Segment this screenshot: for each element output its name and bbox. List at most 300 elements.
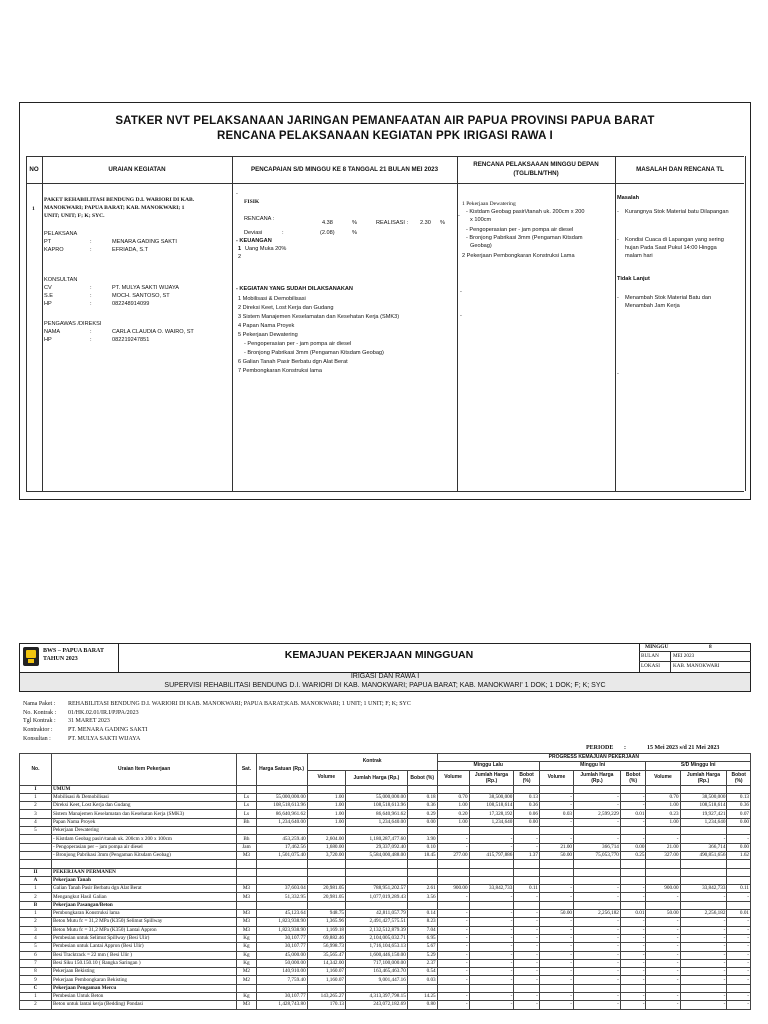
cell-ij: - — [574, 926, 621, 934]
cell-lj: 17,328,192 — [469, 810, 514, 818]
cell-sv — [646, 827, 680, 835]
cell-kj: 2,104,005,032.71 — [346, 934, 408, 942]
grid-line — [745, 156, 746, 491]
cell-lj — [469, 860, 514, 868]
col-lalu-bobot: Bobot (%) — [514, 770, 540, 785]
table-row — [20, 943, 751, 951]
cell-sat: M3 — [237, 885, 256, 893]
cell-kb: 14.25 — [407, 993, 437, 1001]
plan-title-line2: RENCANA PELAKSANAAN KEGIATAN PPK IRIGASI RAWA I — [217, 130, 553, 142]
cell-lb: - — [514, 1001, 540, 1009]
cell-sb: - — [727, 951, 751, 959]
col-sat: Sat. — [237, 754, 256, 786]
kegiatan-title: - KEGIATAN YANG SUDAH DILAKSANAKAN — [236, 286, 353, 292]
cell-uraian: Beton Mutu fc = 31,2 MPa (K350) Lantai Appron — [51, 926, 236, 934]
col-uraian: Uraian Item Pekerjaan — [51, 754, 236, 786]
cv-label: CV — [44, 285, 52, 291]
cell-kj: 42,811,057.79 — [346, 910, 408, 918]
rencana-value: 4.38 — [322, 220, 333, 226]
cell-kj — [346, 984, 408, 992]
paket-line3: UNIT; UNIT; F; K; SYC. — [44, 213, 105, 219]
cell-kj: 55,000,000.00 — [346, 793, 408, 801]
cell-uraian: Mengangkut Hasil Galian — [51, 893, 236, 901]
cell-sv: - — [646, 993, 680, 1001]
cell-lv: - — [437, 926, 469, 934]
cell-sj — [680, 785, 727, 793]
kegiatan-item: 4 Papan Nama Proyek — [238, 323, 295, 329]
table-row — [20, 934, 751, 942]
cell-no: 2 — [20, 802, 52, 810]
deviasi-value: (2.08) — [320, 230, 335, 236]
cell-kj: 4,313,397,798.15 — [346, 993, 408, 1001]
cell-hs — [256, 901, 307, 909]
subtitle-2: SUPERVISI REHABILITASI BENDUNG D.I. WARIORI DI KAB. MANOKWARI; PAPUA BARAT; KAB. MANOKWARI' 1 DOK; 1 DOK; F; K; SYC — [164, 682, 606, 689]
cell-lj: - — [469, 843, 514, 851]
cell-ij: - — [574, 968, 621, 976]
cell-iv: - — [539, 802, 573, 810]
cell-ij: - — [574, 835, 621, 843]
cell-lb: - — [514, 951, 540, 959]
pt-value: MENARA GADING SAKTI — [112, 239, 177, 245]
cell-uraian: Pekerjaan Bekisting — [51, 968, 236, 976]
masalah-item1: Kurangnya Stok Material batu Dilapangan — [625, 209, 729, 215]
cell-lj — [469, 827, 514, 835]
cell-kv: 20,981.05 — [307, 893, 345, 901]
cell-lv: 0.20 — [437, 810, 469, 818]
cell-kj: 86,640,961.62 — [346, 810, 408, 818]
masalah-item2-l1: Kondisi Cuaca di Lapangan yang sering — [625, 237, 724, 243]
cell-sj: 490,851,656 — [680, 851, 727, 859]
cell-kj: 1,600,446,150.00 — [346, 951, 408, 959]
cell-ij: 75,053,770 — [574, 851, 621, 859]
cell-sat — [237, 785, 256, 793]
col-lalu-jumlah: Jumlah Harga (Rp.) — [469, 770, 514, 785]
cell-iv — [539, 876, 573, 884]
cell-iv: - — [539, 968, 573, 976]
minggu-value: 8 — [709, 644, 712, 650]
nama-sep: : — [90, 329, 92, 335]
cell-kb — [407, 785, 437, 793]
cell-lv: - — [437, 976, 469, 984]
cell-ij: - — [574, 959, 621, 967]
cell-sat — [237, 901, 256, 909]
cell-sj — [680, 827, 727, 835]
cell-iv: - — [539, 926, 573, 934]
cell-kv: 1,680.00 — [307, 843, 345, 851]
cell-sb: 0.13 — [727, 793, 751, 801]
rencana-item1a-l2: x 100cm — [470, 217, 492, 223]
header-uraian: URAIAN KEGIATAN — [108, 166, 166, 173]
cell-uraian: Pekerjaan Pembongkaran Bekisting — [51, 976, 236, 984]
cell-uraian: Beton untuk lantai kerja (Bedding) Pondasi — [51, 1001, 236, 1009]
cell-sb: - — [727, 926, 751, 934]
keuangan-item1: Uang Muka 20% — [245, 246, 287, 252]
cell-lj: - — [469, 951, 514, 959]
cell-sv: - — [646, 918, 680, 926]
cell-sb: 0.01 — [727, 910, 751, 918]
cell-kb — [407, 860, 437, 868]
table-row — [20, 918, 751, 926]
cell-ij — [574, 901, 621, 909]
cell-no: 2 — [20, 918, 52, 926]
cell-lj: - — [469, 835, 514, 843]
kontrak-label: No. Kontrak : — [23, 710, 57, 716]
table-row — [20, 1001, 751, 1009]
cell-hs: 1,501,075.40 — [256, 851, 307, 859]
tl-item1-l2: Menambah Jam Kerja — [625, 303, 680, 309]
cell-sj: - — [680, 959, 727, 967]
cell-lv: - — [437, 934, 469, 942]
cell-lb: - — [514, 959, 540, 967]
cell-lv: - — [437, 835, 469, 843]
cell-lb — [514, 901, 540, 909]
cell-sb — [727, 868, 751, 876]
cell-no: 3 — [20, 926, 52, 934]
cell-kv: 948.75 — [307, 910, 345, 918]
cell-uraian: Besi Tracktrack = 22 mm ( Besi Ulir ) — [51, 951, 236, 959]
cell-no: 7 — [20, 959, 52, 967]
cell-sat: Ls — [237, 793, 256, 801]
header-pencapaian: PENCAPAIAN S/D MINGGU KE 8 TANGGAL 21 BULAN MEI 2023 — [250, 166, 439, 173]
cell-hs: 7,759.40 — [256, 976, 307, 984]
cell-hs: 17,462.56 — [256, 843, 307, 851]
cell-uraian: Mobilisasi & Demobilisasi — [51, 793, 236, 801]
cell-sb: 0.00 — [727, 843, 751, 851]
cell-uraian: UMUM — [51, 785, 236, 793]
pencapaian-dash: - — [236, 191, 238, 197]
cell-uraian: Pembesian untuk Selimut Spillway (Besi Ulir) — [51, 934, 236, 942]
col-kontrak: Kontrak — [307, 754, 437, 771]
kontrak-value: 01/HK.02.01/IR.I/PJPA/2023 — [68, 710, 139, 716]
cell-kj: 1,180,287,477.60 — [346, 835, 408, 843]
cell-kb — [407, 827, 437, 835]
cell-sj: 19,927,421 — [680, 810, 727, 818]
cell-ib: - — [620, 993, 646, 1001]
cell-kj: 1,716,104,653.13 — [346, 943, 408, 951]
cell-ib: - — [620, 943, 646, 951]
table-row — [20, 843, 751, 851]
kegiatan-item: 3 Sistem Manajemen Keselamatan dan Kesehatan Kerja (SMK3) — [238, 314, 400, 320]
cell-iv: 50.00 — [539, 851, 573, 859]
cell-no: 1 — [20, 910, 52, 918]
cell-sb — [727, 876, 751, 884]
col-kontrak-jumlah: Jumlah Harga (Rp.) — [346, 770, 408, 785]
cell-ib: - — [620, 885, 646, 893]
cell-lb — [514, 876, 540, 884]
cell-kb: 0.14 — [407, 910, 437, 918]
cell-sv — [646, 984, 680, 992]
keuangan-item1-no: 1 — [238, 246, 242, 252]
cell-no: 9 — [20, 976, 52, 984]
cell-sj: 33,842,733 — [680, 885, 727, 893]
cell-lj — [469, 868, 514, 876]
cell-ij: - — [574, 893, 621, 901]
cell-ij: - — [574, 818, 621, 826]
cell-kv — [307, 984, 345, 992]
cell-iv: - — [539, 976, 573, 984]
cell-kv: 69,882.46 — [307, 934, 345, 942]
cell-sb: 0.11 — [727, 885, 751, 893]
cell-kv: 2,604.00 — [307, 835, 345, 843]
deviasi-label: Deviasi — [244, 230, 263, 236]
cell-lv — [437, 827, 469, 835]
cell-kj: 788,951,202.57 — [346, 885, 408, 893]
cell-ij: - — [574, 793, 621, 801]
col-sd-minggu-ini: S/D Minggu Ini — [646, 762, 751, 770]
table-row — [20, 976, 751, 984]
cell-lv: 277.00 — [437, 851, 469, 859]
cell-lv: - — [437, 968, 469, 976]
cell-sv — [646, 860, 680, 868]
konsultan-label: KONSULTAN — [44, 277, 78, 283]
cell-sv — [646, 868, 680, 876]
cell-uraian: Besi Siku 150.150.10 ( Rangka Saringan ) — [51, 959, 236, 967]
periode-label: PERIODE — [586, 745, 614, 751]
cell-kb: 8.23 — [407, 918, 437, 926]
pelaksana-label: PELAKSANA — [44, 231, 78, 237]
cell-no: 2 — [20, 893, 52, 901]
cell-sv: 900.00 — [646, 885, 680, 893]
cell-ib — [620, 827, 646, 835]
col-sd-jumlah: Jumlah Harga (Rp.) — [680, 770, 727, 785]
cell-ij: 366,714 — [574, 843, 621, 851]
table-row — [20, 893, 751, 901]
rencana-dash-a: - — [458, 213, 460, 219]
cell-uraian: Direksi Keet, Lost Kerja dan Gudang — [51, 802, 236, 810]
keuangan-item2-no: 2 — [238, 254, 242, 260]
cell-uraian: PEKERJAAN PERMANEN — [51, 868, 236, 876]
cell-kv: 1.00 — [307, 810, 345, 818]
cell-sv: 50.00 — [646, 910, 680, 918]
cell-kv — [307, 868, 345, 876]
cell-ib: - — [620, 968, 646, 976]
cell-lb — [514, 860, 540, 868]
row-number: 1 — [32, 206, 35, 212]
col-kontrak-bobot: Bobot (%) — [407, 770, 437, 785]
cell-ib — [620, 785, 646, 793]
cell-uraian: Pekerjaan Tanah — [51, 876, 236, 884]
cell-kv: 1.00 — [307, 802, 345, 810]
cell-lv: - — [437, 910, 469, 918]
table-row — [20, 818, 751, 826]
cell-ij — [574, 785, 621, 793]
cell-kb: 3.56 — [407, 893, 437, 901]
cell-hs: 51,332.95 — [256, 893, 307, 901]
paket-value: REHABILITASI BENDUNG D.I. WARIORI DI KAB. MANOKWARI; PAPUA BARAT;KAB. MANOKWARI; 1 UNIT; 1 UNIT; F; K; SYC — [68, 701, 411, 707]
cell-uraian: Pembesian untuk Lantai Appron (Besi Ulir) — [51, 943, 236, 951]
cell-no — [20, 851, 52, 859]
cell-kv: 35,565.47 — [307, 951, 345, 959]
cell-kj: 243,072,182.69 — [346, 1001, 408, 1009]
cell-uraian: Pekerjaan Dewatering — [51, 827, 236, 835]
cell-hs — [256, 785, 307, 793]
cell-sj: - — [680, 918, 727, 926]
cell-lb — [514, 868, 540, 876]
col-minggu-ini: Minggu Ini — [539, 762, 646, 770]
cell-sj: - — [680, 968, 727, 976]
cell-lb — [514, 785, 540, 793]
masalah-item2-l3: malam hari — [625, 253, 653, 259]
cell-lb — [514, 984, 540, 992]
cell-iv: - — [539, 835, 573, 843]
cell-ib: 0.00 — [620, 843, 646, 851]
keuangan-label: - KEUANGAN — [236, 238, 272, 244]
tgl-label: Tgl Kontrak : — [23, 718, 56, 724]
kegiatan-item: 7 Pembongkaran Konstruksi lama — [238, 368, 322, 374]
cv-value: PT. MULYA SAKTI WIJAYA — [112, 285, 180, 291]
cell-lj: 108,518,614 — [469, 802, 514, 810]
col-lalu-volume: Volume — [437, 770, 469, 785]
cell-hs: 1,234,640.00 — [256, 818, 307, 826]
cell-sat — [237, 876, 256, 884]
cell-uraian: Pekerjaan Pasangan/Beton — [51, 901, 236, 909]
hp1-value: 082248914099 — [112, 301, 150, 307]
cell-kv: 1,160.07 — [307, 976, 345, 984]
cell-ib — [620, 868, 646, 876]
cell-ij — [574, 827, 621, 835]
header-rencana-2: (TGL/BLN/THN) — [513, 170, 559, 177]
cell-sat: M2 — [237, 968, 256, 976]
cell-lj: - — [469, 893, 514, 901]
rencana-dash-c: - — [460, 313, 462, 319]
cell-sv: - — [646, 951, 680, 959]
cell-ij: - — [574, 918, 621, 926]
cell-sb: - — [727, 993, 751, 1001]
se-label: S.E — [44, 293, 54, 299]
cell-sat: Kg — [237, 934, 256, 942]
grid-line — [457, 156, 458, 491]
cell-sb: - — [727, 968, 751, 976]
col-ini-volume: Volume — [539, 770, 573, 785]
cell-lj: - — [469, 926, 514, 934]
cell-kb: 0.03 — [407, 976, 437, 984]
cell-sj: - — [680, 976, 727, 984]
col-ini-jumlah: Jumlah Harga (Rp.) — [574, 770, 621, 785]
cell-uraian: Sistem Manajemen Keselamatan dan Kesehatan Kerja (SMK3) — [51, 810, 236, 818]
cell-lb: - — [514, 993, 540, 1001]
cell-iv: - — [539, 793, 573, 801]
cell-ib: - — [620, 918, 646, 926]
cell-kv: 56,998.73 — [307, 943, 345, 951]
cell-lb: - — [514, 926, 540, 934]
cell-lb: 0.13 — [514, 793, 540, 801]
cell-lb: - — [514, 934, 540, 942]
cell-lj: 33,842,733 — [469, 885, 514, 893]
masalah-title: Masalah — [617, 195, 640, 201]
cell-sat — [237, 984, 256, 992]
cell-lj: 1,234,640 — [469, 818, 514, 826]
kapro-sep: : — [90, 247, 92, 253]
plan-sheet — [19, 102, 751, 500]
table-row — [20, 993, 751, 1001]
cell-lj — [469, 901, 514, 909]
cell-no: 3 — [20, 810, 52, 818]
col-minggu-lalu: Minggu Lalu — [437, 762, 539, 770]
cell-lj — [469, 785, 514, 793]
cell-sb: - — [727, 893, 751, 901]
grid-line — [670, 651, 671, 673]
cell-lv: - — [437, 943, 469, 951]
cell-kj — [346, 868, 408, 876]
cell-kb: 7.04 — [407, 926, 437, 934]
cell-sat: Kg — [237, 959, 256, 967]
cell-hs: 86,640,961.62 — [256, 810, 307, 818]
cell-kb: 2.37 — [407, 959, 437, 967]
cell-kb: 6.95 — [407, 934, 437, 942]
cell-kj — [346, 860, 408, 868]
cell-lb: 0.06 — [514, 810, 540, 818]
cell-ij — [574, 868, 621, 876]
cell-sj — [680, 868, 727, 876]
cell-sb — [727, 984, 751, 992]
cell-iv: - — [539, 1001, 573, 1009]
col-harga: Harga Satuan (Rp.) — [256, 754, 307, 786]
cell-no: 5 — [20, 943, 52, 951]
cell-iv: - — [539, 993, 573, 1001]
subtitle-1: IRIGASI DAN RAWA I — [350, 673, 420, 680]
kapro-label: KAPRO — [44, 247, 64, 253]
cell-sb — [727, 827, 751, 835]
cell-lb: 0.00 — [514, 818, 540, 826]
cell-ij: - — [574, 951, 621, 959]
cell-lv: - — [437, 893, 469, 901]
cell-no: 2 — [20, 1001, 52, 1009]
cell-no: 4 — [20, 934, 52, 942]
cell-kj — [346, 901, 408, 909]
kegiatan-item: 1 Mobilisasi & Demobilisasi — [238, 296, 306, 302]
cell-kj: 163,465,463.70 — [346, 968, 408, 976]
cell-lv: 0.70 — [437, 793, 469, 801]
rencana-pct: % — [352, 220, 357, 226]
masalah-item2-l2: hujan Pada Saat Pukul 14:00 Hingga — [625, 245, 717, 251]
cell-no — [20, 860, 52, 868]
cell-lv — [437, 868, 469, 876]
cell-hs: 50,000.00 — [256, 959, 307, 967]
cell-ib — [620, 860, 646, 868]
cell-uraian: Pembesian Untuk Beton — [51, 993, 236, 1001]
kontraktor-value: PT. MENARA GADING SAKTI — [68, 727, 148, 733]
cell-sj: - — [680, 893, 727, 901]
rencana-item1a-l1: - Kistdam Geobag pasir\/tanah uk. 200cm x 200 — [466, 209, 585, 215]
kegiatan-item: 2 Direksi Keet, Lost Kerja dan Gudang — [238, 305, 334, 311]
tindak-lanjut-title: Tidak Lanjut — [617, 276, 650, 282]
cell-sb: - — [727, 976, 751, 984]
cell-ij: - — [574, 934, 621, 942]
cell-hs — [256, 876, 307, 884]
cell-lv: - — [437, 959, 469, 967]
konsultan-label: Konsultan : — [23, 736, 51, 742]
cell-iv: - — [539, 893, 573, 901]
tgl-value: 31 MARET 2023 — [68, 718, 110, 724]
hp1-sep: : — [90, 301, 92, 307]
cell-sv: 1.00 — [646, 802, 680, 810]
col-ini-bobot: Bobot (%) — [620, 770, 646, 785]
kegiatan-item: 5 Pekerjaan Dewatering — [238, 332, 298, 338]
table-row — [20, 901, 751, 909]
hp2-sep: : — [90, 337, 92, 343]
cell-sj: - — [680, 951, 727, 959]
deviasi-pct: % — [352, 230, 357, 236]
cell-sb: - — [727, 934, 751, 942]
cell-sj — [680, 876, 727, 884]
pt-sep: : — [90, 239, 92, 245]
cell-kv: 20,981.05 — [307, 885, 345, 893]
hp2-value: 082219247851 — [112, 337, 150, 343]
weekly-progress-sheet — [19, 643, 751, 1024]
cell-sv: - — [646, 943, 680, 951]
paket-label: Nama Paket : — [23, 701, 56, 707]
cell-kv: 1,365.96 — [307, 918, 345, 926]
